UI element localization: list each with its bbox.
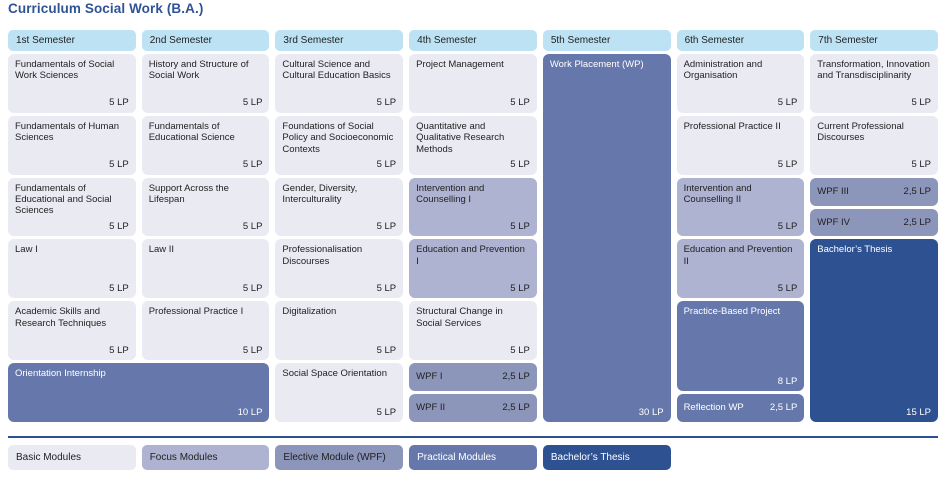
module-gender-diversity-interculturality [275,178,403,237]
module-wpf-i [409,363,537,391]
semester-header-5 [543,30,671,51]
module-credits: 5 LP [376,159,397,171]
module-name: Reflection WP [683,402,744,414]
semester-header-3 [275,30,403,51]
semester-header-2 [142,30,270,51]
semester-header-label: 7th Semester [818,35,878,46]
module-name: Intervention and Counselling I [416,182,485,206]
module-current-professional-discourses [810,116,938,175]
module-name: WPF II [416,402,446,414]
semester-header-label: 6th Semester [684,35,745,46]
module-credits: 5 LP [777,282,798,294]
module-name: Practice-Based Project [683,306,781,318]
legend-item-label: Bachelor’s Thesis [550,452,630,463]
module-intervention-and-counselling-ii [677,178,805,237]
module-credits: 5 LP [510,282,530,294]
module-name: Bachelor’s Thesis [817,244,893,256]
module-name: Foundations of Social Policy and Socioeconomic Contexts [282,120,394,155]
semester-header-label: 1st Semester [16,35,75,46]
module-name: Professional Practice II [683,120,781,132]
module-credits: 2,5 LP [769,402,798,414]
module-credits: 5 LP [109,221,129,233]
module-education-and-prevention-i [409,239,537,298]
legend-item-label: Basic Modules [16,452,82,463]
module-name: Cultural Science and Cultural Education Basics [282,59,391,82]
page-title: Curriculum Social Work (B.A.) [8,1,204,16]
module-bachelor-s-thesis [810,239,938,422]
module-history-and-structure-of-social-work [142,54,270,113]
module-credits: 5 LP [242,97,263,109]
semester-header-7 [810,30,938,51]
module-foundations-of-social-policy-and-socioeconomic-contexts [275,116,403,175]
module-name: Law II [148,244,175,256]
module-name: Support Across the Lifespan [148,182,229,206]
module-name: Academic Skills and Research Techniques [15,306,107,329]
legend-item-label: Elective Module (WPF) [283,452,386,463]
module-name: Quantitative and Qualitative Research Methods [416,120,505,155]
module-credits: 5 LP [911,159,931,171]
module-name: Law I [15,244,38,256]
module-fundamentals-of-human-sciences [8,116,136,175]
module-name: Fundamentals of Social Work Sciences [15,59,115,82]
module-name: WPF III [817,185,849,197]
module-structural-change-in-social-services [409,301,537,360]
module-project-management [409,54,537,113]
module-credits: 5 LP [109,282,129,294]
module-credits: 5 LP [376,282,397,294]
module-cultural-science-and-cultural-education-basics [275,54,403,113]
legend [8,445,938,470]
module-name: Fundamentals of Educational and Social Sciences [15,182,112,217]
module-wpf-ii [409,394,537,422]
module-name: Digitalization [282,306,337,318]
module-credits: 5 LP [510,159,530,171]
module-name: Professionalisation Discourses [282,244,363,267]
module-credits: 5 LP [109,159,129,171]
legend-item-label: Focus Modules [149,452,218,463]
module-credits: 5 LP [242,344,263,356]
module-support-across-the-lifespan [142,178,270,237]
semester-header-label: 3rd Semester [283,35,344,46]
module-law-ii [142,239,270,298]
module-name: Gender, Diversity, Interculturality [282,182,358,206]
curriculum-grid [8,30,938,422]
module-name: WPF I [416,371,443,383]
module-name: Education and Prevention II [683,244,793,267]
module-credits: 5 LP [109,344,129,356]
module-academic-skills-and-research-techniques [8,301,136,360]
module-wpf-iii [810,178,938,206]
module-credits: 30 LP [638,406,664,418]
semester-header-label: 2nd Semester [149,35,212,46]
legend-item-elective-module-wpf [275,445,403,470]
legend-item-bachelor-s-thesis [543,445,671,470]
module-professional-practice-ii [677,116,805,175]
module-name: Administration and Organisation [683,59,763,82]
module-transformation-innovation-and-transdisciplinarity [810,54,938,113]
module-name: Transformation, Innovation and Transdisciplinarity [817,59,930,82]
module-name: Fundamentals of Human Sciences [15,120,120,144]
module-professionalisation-discourses [275,239,403,298]
module-name: Professional Practice I [148,306,244,318]
semester-header-1 [8,30,136,51]
module-quantitative-and-qualitative-research-methods [409,116,537,175]
module-name: Structural Change in Social Services [416,306,503,329]
module-name: Social Space Orientation [282,368,387,380]
module-credits: 5 LP [376,344,397,356]
module-administration-and-organisation [677,54,805,113]
module-name: Project Management [416,59,504,70]
module-credits: 5 LP [510,221,530,233]
module-intervention-and-counselling-i [409,178,537,237]
module-name: Education and Prevention I [416,244,525,267]
module-credits: 5 LP [777,159,798,171]
module-fundamentals-of-educational-science [142,116,270,175]
module-credits: 5 LP [109,97,129,109]
module-name: Fundamentals of Educational Science [148,120,235,144]
module-credits: 5 LP [510,344,530,356]
semester-header-label: 4th Semester [417,35,477,46]
legend-item-label: Practical Modules [417,452,497,463]
module-wpf-iv [810,209,938,237]
module-credits: 8 LP [777,375,798,387]
legend-divider [8,436,938,438]
module-name: Orientation Internship [15,368,106,380]
module-digitalization [275,301,403,360]
module-professional-practice-i [142,301,270,360]
module-credits: 5 LP [777,221,798,233]
legend-item-focus-modules [142,445,270,470]
module-practice-based-project [677,301,805,391]
semester-header-label: 5th Semester [550,35,611,46]
module-credits: 5 LP [376,97,397,109]
module-credits: 2,5 LP [502,402,530,414]
module-name: History and Structure of Social Work [148,59,249,82]
module-orientation-internship [8,363,269,422]
module-credits: 5 LP [510,97,530,109]
module-law-i [8,239,136,298]
module-credits: 5 LP [242,221,263,233]
legend-item-basic-modules [8,445,136,470]
module-credits: 5 LP [376,406,397,418]
module-credits: 5 LP [376,221,397,233]
module-credits: 5 LP [242,282,263,294]
module-credits: 2,5 LP [903,216,931,228]
module-fundamentals-of-educational-and-social-sciences [8,178,136,237]
module-name: Intervention and Counselling II [683,182,752,206]
module-name: WPF IV [817,216,851,228]
semester-header-6 [677,30,805,51]
module-reflection-wp [677,394,805,422]
module-education-and-prevention-ii [677,239,805,298]
module-credits: 5 LP [777,97,798,109]
semester-header-4 [409,30,537,51]
module-name: Work Placement (WP) [549,59,644,70]
module-credits: 10 LP [237,406,263,418]
module-credits: 2,5 LP [502,371,530,383]
legend-item-practical-modules [409,445,537,470]
module-credits: 5 LP [911,97,931,109]
module-work-placement-wp [543,54,671,422]
module-social-space-orientation [275,363,403,422]
module-credits: 5 LP [242,159,263,171]
module-credits: 15 LP [906,406,931,418]
module-fundamentals-of-social-work-sciences [8,54,136,113]
module-name: Current Professional Discourses [817,120,904,144]
module-credits: 2,5 LP [903,185,931,197]
